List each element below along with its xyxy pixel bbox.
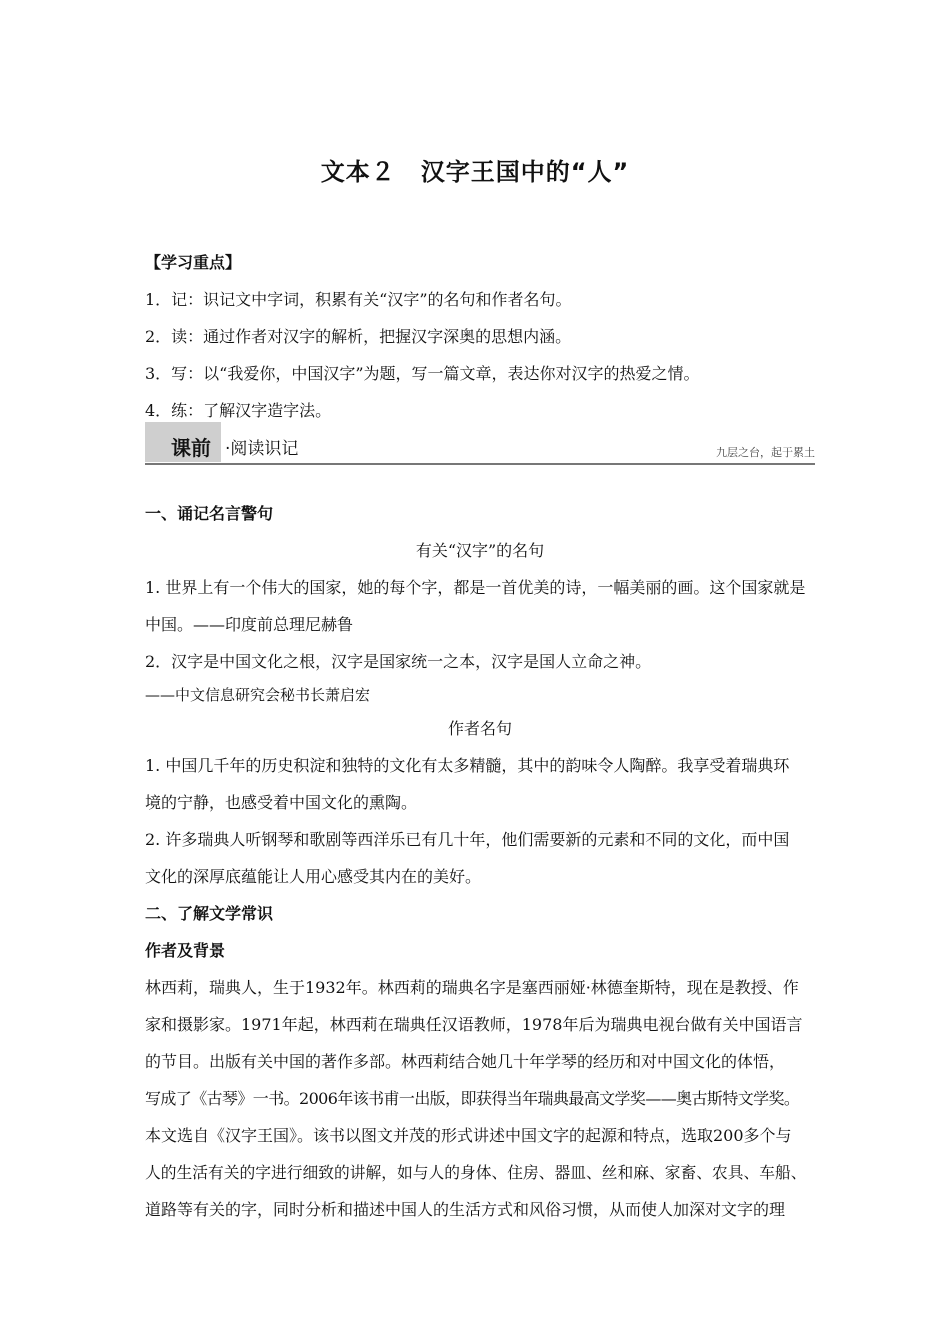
page-title: 文本２ 汉字王国中的“人” xyxy=(320,158,630,186)
study-focus-item: 2．读：通过作者对汉字的解析，把握汉字深奥的思想内涵。 xyxy=(145,327,572,346)
quote-line: 1. 中国几千年的历史积淀和独特的文化有太多精髓，其中的韵味令人陶醉。我享受着瑞典环 xyxy=(145,756,790,775)
banner-title: 课前 xyxy=(171,436,211,460)
body-line: 人的生活有关的字进行细致的讲解，如与人的身体、住房、器皿、丝和麻、家畜、农具、车船、 xyxy=(145,1163,807,1182)
body-line: 家和摄影家。1971年起，林西莉在瑞典任汉语教师，1978年后为瑞典电视台做有关中国语言 xyxy=(145,1015,803,1034)
study-focus-heading: 【学习重点】 xyxy=(145,253,242,272)
body-line: 道路等有关的字，同时分析和描述中国人的生活方式和风俗习惯，从而使人加深对文字的理 xyxy=(145,1200,786,1219)
body-line: 的节目。出版有关中国的著作多部。林西莉结合她几十年学琴的经历和对中国文化的体悟， xyxy=(145,1052,786,1071)
subsection-heading: 作者及背景 xyxy=(145,941,226,960)
body-line: 本文选自《汉字王国》。该书以图文并茂的形式讲述中国文字的起源和特点，选取200多个与 xyxy=(145,1126,792,1145)
section-heading: 一、诵记名言警句 xyxy=(145,504,274,523)
study-focus-item: 1．记：识记文中字词，积累有关“汉字”的名句和作者名句。 xyxy=(145,290,572,309)
study-focus-item: 3．写：以“我爱你，中国汉字”为题，写一篇文章，表达你对汉字的热爱之情。 xyxy=(145,364,700,383)
quote-attribution: ——中文信息研究会秘书长萧启宏 xyxy=(145,686,371,704)
banner-subtitle: ·阅读识记 xyxy=(225,439,299,459)
subsection-title: 作者名句 xyxy=(447,719,512,738)
banner-divider xyxy=(145,463,815,465)
quote-line: 1. 世界上有一个伟大的国家，她的每个字，都是一首优美的诗，一幅美丽的画。这个国家就是 xyxy=(145,578,806,597)
quote-line: 2. 许多瑞典人听钢琴和歌剧等西洋乐已有几十年，他们需要新的元素和不同的文化，而中国 xyxy=(145,830,790,849)
body-line: 写成了《古琴》一书。2006年该书甫一出版，即获得当年瑞典最高文学奖——奥古斯特文学奖。 xyxy=(145,1089,800,1108)
banner-motto: 九层之台，起于累土 xyxy=(716,446,815,459)
quote-line: 2．汉字是中国文化之根，汉字是国家统一之本，汉字是国人立命之神。 xyxy=(145,652,652,671)
quote-line: 文化的深厚底蕴能让人用心感受其内在的美好。 xyxy=(145,867,482,886)
section-heading: 二、了解文学常识 xyxy=(145,904,274,923)
quote-line: 中国。——印度前总理尼赫鲁 xyxy=(145,615,354,634)
section-quotes xyxy=(145,495,815,1228)
study-focus-item: 4．练：了解汉字造字法。 xyxy=(145,401,332,420)
study-focus xyxy=(145,244,815,429)
body-line: 林西莉，瑞典人，生于1932年。林西莉的瑞典名字是塞西丽娅·林德奎斯特，现在是教授、作 xyxy=(145,978,799,997)
subsection-title: 有关“汉字”的名句 xyxy=(415,541,545,560)
section-banner xyxy=(145,422,815,466)
quote-line: 境的宁静，也感受着中国文化的熏陶。 xyxy=(145,793,418,812)
